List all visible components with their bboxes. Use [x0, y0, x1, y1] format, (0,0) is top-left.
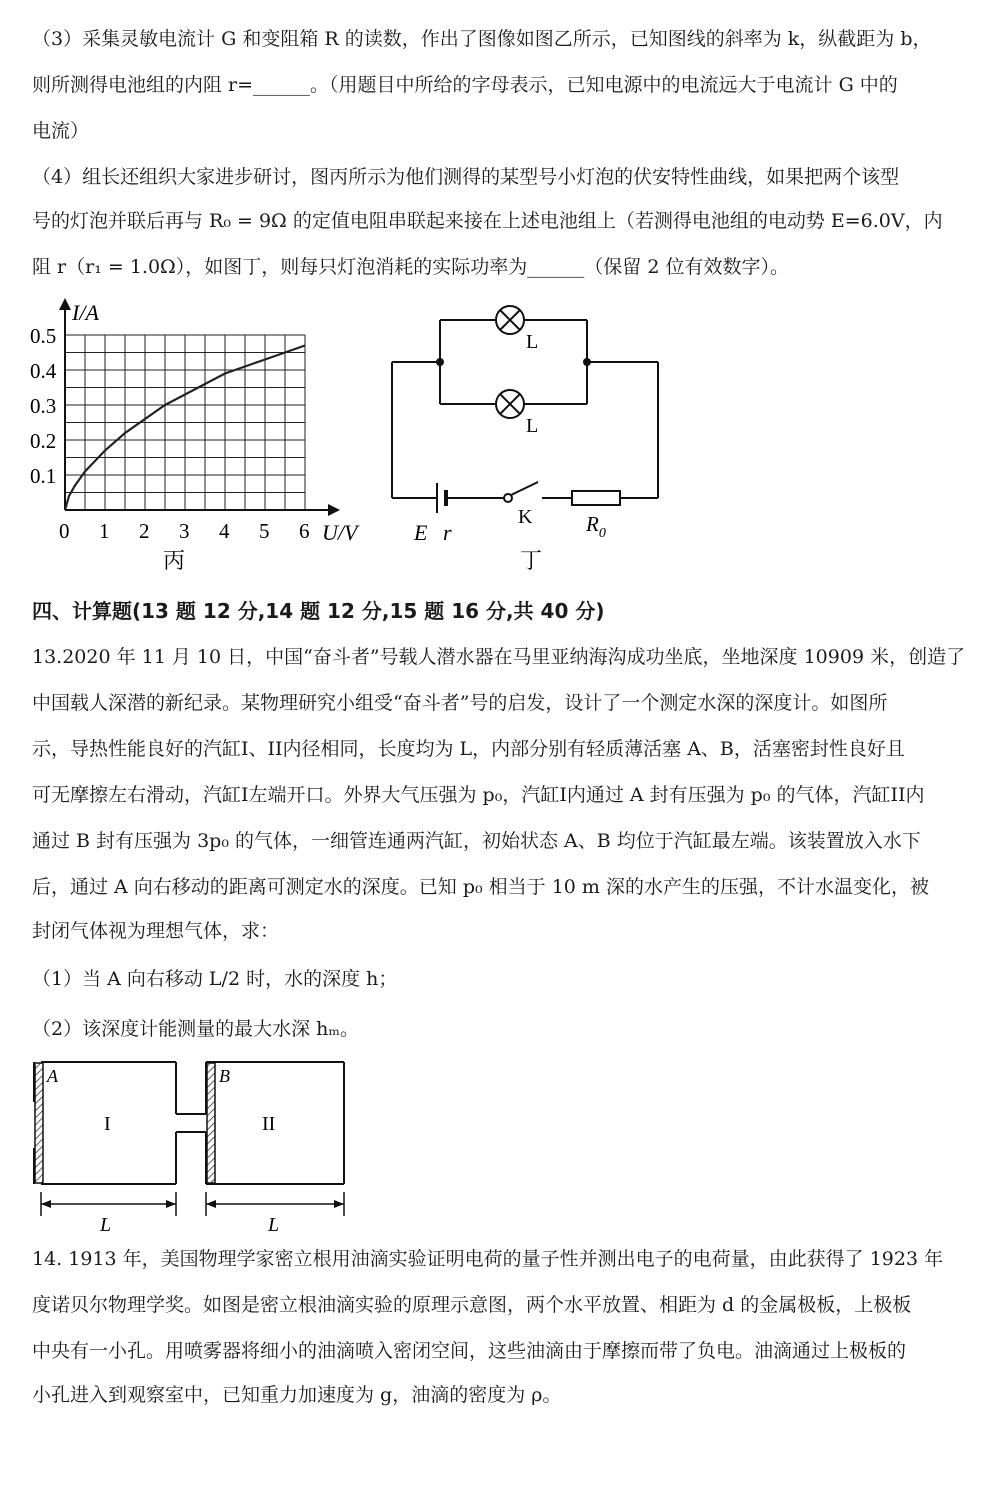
q13-subquestion-2: （2）该深度计能测量的最大水深 hₘ。 [32, 1018, 360, 1040]
circuit-ding [380, 298, 680, 578]
piston-b [207, 1063, 215, 1183]
internal-r-label: r [443, 520, 452, 545]
lamp-label: L [526, 331, 539, 353]
y-axis-label: I/A [72, 300, 99, 325]
q13-line: 后，通过 A 向右移动的距离可测定水的深度。已知 p₀ 相当于 10 m 深的水产生的压强，不计水温变化，被 [32, 876, 929, 898]
text-line: 则所测得电池组的内阻 r=______。（用题目中所给的字母表示，已知电源中的电流远大于电流计 G 中的 [32, 74, 898, 96]
piston-a [35, 1063, 43, 1183]
lamp-icon [496, 306, 524, 334]
x-tick-label: 6 [299, 519, 310, 543]
graph-grid [65, 335, 305, 510]
resistor-icon [572, 491, 620, 505]
cylinder-1-label: I [104, 1113, 111, 1135]
caption-ding: 丁 [520, 549, 543, 574]
section-heading: 四、计算题(13 题 12 分,14 题 12 分,15 题 16 分,共 40 分) [32, 599, 605, 623]
graph-bing [20, 298, 380, 578]
piston-b-label: B [219, 1066, 230, 1086]
length-label: L [100, 1214, 112, 1236]
q13-line: 示，导热性能良好的汽缸I、II内径相同，长度均为 L，内部分别有轻质薄活塞 A、B，活塞密封性良好且 [32, 738, 905, 760]
q14-line: 14. 1913 年，美国物理学家密立根用油滴实验证明电荷的量子性并测出电子的电荷量，由此获得了 1923 年 [32, 1248, 944, 1270]
caption-bing: 丙 [163, 549, 186, 574]
x-tick-label: 0 [59, 519, 70, 543]
resistor-label: $R_0$ [586, 512, 606, 541]
x-tick-label: 5 [259, 519, 270, 543]
text-line: 号的灯泡并联后再与 R₀ = 9Ω 的定值电阻串联起来接在上述电池组上（若测得电池组的电动势 E=6.0V，内 [32, 210, 943, 232]
q14-line: 小孔进入到观察室中，已知重力加速度为 g，油滴的密度为 ρ。 [32, 1384, 562, 1406]
x-tick-label: 2 [139, 519, 150, 543]
length-label: L [268, 1214, 280, 1236]
lamp-label: L [526, 415, 539, 437]
y-tick-label: 0.1 [30, 464, 57, 488]
y-axis-arrow [59, 298, 71, 310]
x-axis-arrow [328, 504, 340, 516]
y-tick-label: 0.3 [30, 394, 57, 418]
text-line: 电流） [32, 120, 90, 142]
text-line: 阻 r（r₁ = 1.0Ω），如图丁，则每只灯泡消耗的实际功率为______（保留 2 位有效数字）。 [32, 256, 789, 278]
switch-label: K [518, 506, 533, 528]
x-tick-label: 3 [179, 519, 190, 543]
x-axis-label: U/V [322, 520, 358, 545]
piston-a-label: A [47, 1066, 58, 1086]
x-tick-label: 1 [99, 519, 110, 543]
q14-line: 中央有一小孔。用喷雾器将细小的油滴喷入密闭空间，这些油滴由于摩擦而带了负电。油滴通过上极板的 [32, 1340, 907, 1362]
switch-icon [504, 482, 538, 502]
cylinder-2-label: II [262, 1113, 276, 1135]
emf-label: E [414, 520, 428, 545]
q13-line: 可无摩擦左右滑动，汽缸I左端开口。外界大气压强为 p₀，汽缸I内通过 A 封有压强为 p₀ 的气体，汽缸II内 [32, 784, 925, 806]
battery-icon [437, 483, 446, 513]
y-tick-label: 0.4 [30, 359, 57, 383]
y-tick-label: 0.5 [30, 324, 57, 348]
q13-line: 中国载人深潜的新纪录。某物理研究小组受“奋斗者”号的启发，设计了一个测定水深的深度计。如图所 [32, 692, 888, 714]
y-tick-label: 0.2 [30, 429, 57, 453]
q13-subquestion-1: （1）当 A 向右移动 L/2 时，水的深度 h； [32, 968, 398, 990]
q13-line: 13.2020 年 11 月 10 日，中国“奋斗者”号载人潜水器在马里亚纳海沟成功坐底，坐地深度 10909 米，创造了 [32, 646, 966, 668]
q14-line: 度诺贝尔物理学奖。如图是密立根油滴实验的原理示意图，两个水平放置、相距为 d 的金属极板，上极板 [32, 1294, 912, 1316]
q13-line: 封闭气体视为理想气体，求： [32, 920, 280, 942]
x-tick-label: 4 [219, 519, 230, 543]
text-line: （4）组长还组织大家进步研讨，图丙所示为他们测得的某型号小灯泡的伏安特性曲线，如果把两个该型 [32, 166, 900, 188]
lamp-icon [496, 390, 524, 418]
q13-line: 通过 B 封有压强为 3p₀ 的气体，一细管连通两汽缸，初始状态 A、B 均位于汽缸最左端。该装置放入水下 [32, 830, 921, 852]
text-line: （3）采集灵敏电流计 G 和变阻箱 R 的读数，作出了图像如图乙所示，已知图线的斜率为 k，纵截距为 b， [32, 28, 932, 50]
cylinder-figure [26, 1056, 356, 1236]
